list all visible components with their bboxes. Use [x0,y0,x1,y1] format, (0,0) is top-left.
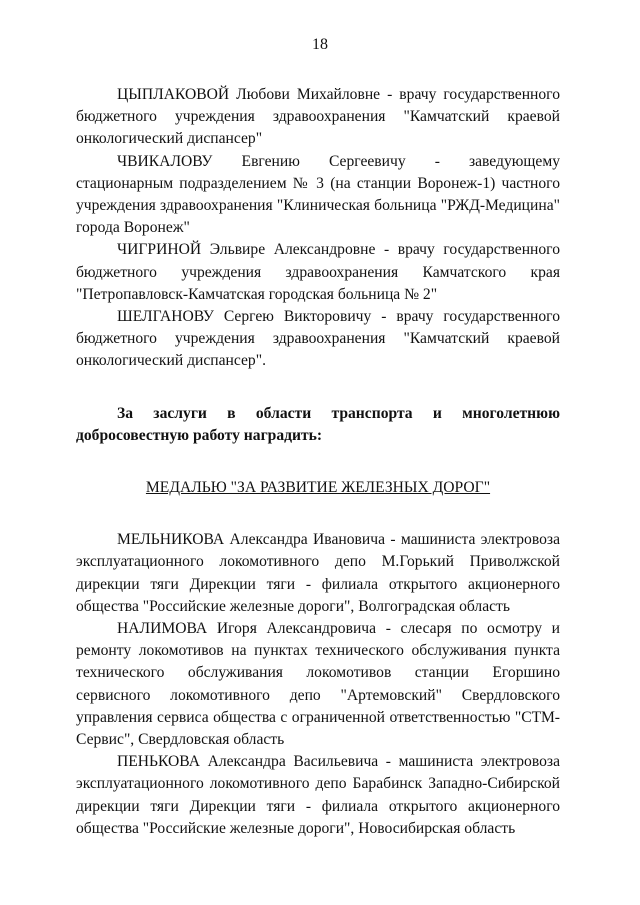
award-paragraph [76,151,560,240]
award-paragraph [76,306,560,373]
recipient-details: Александра Васильевича - машиниста электровоза эксплуатационного локомотивного депо Барабинск Западно-Сибирской дирекции тяги Дирекции тяги - филиала открытого акционерного общества "Российские железные дороги", Новосибирская область [76,753,560,837]
recipient-name: ЧВИКАЛОВУ [117,152,213,170]
recipient-details: Любови Михайловне - врачу государственного бюджетного учреждения здравоохранения "Камчатский краевой онкологический диспансер" [76,86,560,148]
page-number: 18 [312,36,328,53]
recipient-name: ШЕЛГАНОВУ [117,308,214,326]
award-intro: За заслуги в области транспорта и многолетнюю добросовестную работу наградить: [76,404,560,444]
award-paragraph [76,239,560,306]
document-body [76,84,560,840]
award-paragraph [76,529,560,618]
recipient-name: ЦЫПЛАКОВОЙ [117,86,230,103]
recipient-name: ЧИГРИНОЙ [117,241,202,259]
award-paragraph [76,618,560,751]
medal-title: МЕДАЛЬЮ "ЗА РАЗВИТИЕ ЖЕЛЕЗНЫХ ДОРОГ" [145,479,491,497]
award-paragraph [76,751,560,840]
recipient-details: Сергею Викторовичу - врачу государственного бюджетного учреждения здравоохранения "Камчатский краевой онкологический диспансер". [76,308,560,370]
award-paragraph [76,84,560,151]
recipient-name: НАЛИМОВА [117,620,208,638]
recipient-details: Евгению Сергеевичу - заведующему стационарным подразделением № 3 (на станции Воронеж-1) частного учреждения здравоохранения "Клиническая больница "РЖД-Медицина" города Воронеж" [76,152,560,237]
recipient-details: Игоря Александровича - слесаря по осмотру и ремонту локомотивов на пунктах технического обслуживания пункта технического обслуживания локомотивов станции Егоршино сервисного локомотивного депо "Артемовский" Свердловского управления сервиса общества с ограниченной ответственностью "СТМ-Сервис", Свердловская область [76,620,560,749]
recipient-details: Эльвире Александровне - врачу государственного бюджетного учреждения здравоохранения Камчатского края "Петропавловск-Камчатская городская больница № 2" [76,241,560,303]
recipient-details: Александра Ивановича - машиниста электровоза эксплуатационного локомотивного депо М.Горький Приволжской дирекции тяги Дирекции тяги - филиала открытого акционерного общества "Российские железные дороги", Волгоградская область [76,531,560,615]
recipient-name: ПЕНЬКОВА [117,753,200,771]
recipient-name: МЕЛЬНИКОВА [117,531,225,549]
